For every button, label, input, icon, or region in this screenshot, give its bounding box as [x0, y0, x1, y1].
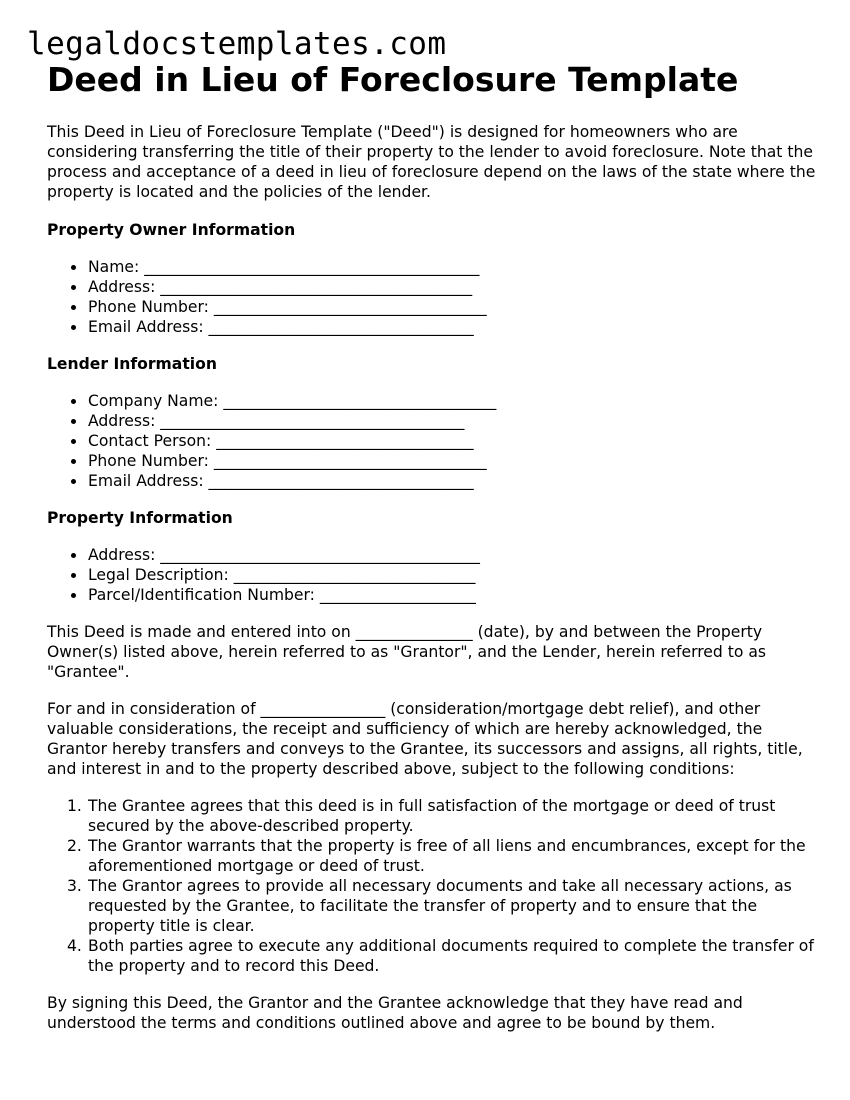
document-body	[47, 122, 817, 1033]
condition-text: Both parties agree to execute any additional documents required to complete the transfer of the property and to record this Deed.	[88, 937, 814, 975]
lender-address-field: Address: _______________________________________	[88, 411, 817, 431]
agreement-date-paragraph: This Deed is made and entered into on _______________ (date), by and between the Property Owner(s) listed above, herein referred to as "Grantor", and the Lender, herein referred to as "Grantee".	[47, 623, 767, 681]
condition-number: 2.	[67, 837, 82, 855]
property-section-heading: Property Information	[47, 509, 233, 527]
document-title: Deed in Lieu of Foreclosure Template	[47, 60, 739, 99]
conditions-list	[47, 796, 817, 976]
lender-company-field: Company Name: ___________________________________	[88, 391, 817, 411]
owner-section-heading: Property Owner Information	[47, 221, 296, 239]
condition-text: The Grantor warrants that the property is free of all liens and encumbrances, except for the aforementioned mortgage or deed of trust.	[88, 837, 806, 875]
lender-email-field: Email Address: __________________________________	[88, 471, 817, 491]
owner-email-field: Email Address: __________________________________	[88, 317, 817, 337]
owner-field-list	[47, 257, 817, 337]
watermark-text: legaldocstemplates.com	[27, 26, 447, 62]
condition-item	[67, 876, 817, 936]
condition-number: 4.	[67, 937, 82, 955]
property-field-list	[47, 545, 817, 605]
owner-name-field: Name: ___________________________________________	[88, 257, 817, 277]
owner-phone-field: Phone Number: ___________________________________	[88, 297, 817, 317]
condition-text: The Grantee agrees that this deed is in full satisfaction of the mortgage or deed of trust secured by the above-described property.	[88, 797, 776, 835]
lender-section-heading: Lender Information	[47, 355, 217, 373]
lender-phone-field: Phone Number: ___________________________________	[88, 451, 817, 471]
owner-address-field: Address: ________________________________________	[88, 277, 817, 297]
property-parcel-number-field: Parcel/Identification Number: ____________________	[88, 585, 817, 605]
lender-field-list	[47, 391, 817, 491]
condition-text: The Grantor agrees to provide all necessary documents and take all necessary actions, as requested by the Grantee, to facilitate the transfer of property and to ensure that the property title is clear.	[88, 877, 792, 935]
condition-item	[67, 796, 817, 836]
property-address-field: Address: _________________________________________	[88, 545, 817, 565]
condition-item	[67, 936, 817, 976]
consideration-paragraph: For and in consideration of ________________ (consideration/mortgage debt relief), and other valuable considerations, the receipt and sufficiency of which are hereby acknowledged, the Grantor hereby transfers and conveys to the Grantee, its successors and assigns, all rights, title, and interest in and to the property described above, subject to the following conditions:	[47, 700, 803, 778]
lender-contact-field: Contact Person: _________________________________	[88, 431, 817, 451]
condition-item	[67, 836, 817, 876]
closing-paragraph: By signing this Deed, the Grantor and the Grantee acknowledge that they have read and understood the terms and conditions outlined above and agree to be bound by them.	[47, 994, 743, 1032]
property-legal-description-field: Legal Description: _______________________________	[88, 565, 817, 585]
condition-number: 3.	[67, 877, 82, 895]
intro-paragraph: This Deed in Lieu of Foreclosure Template ("Deed") is designed for homeowners who are considering transferring the title of their property to the lender to avoid foreclosure. Note that the process and acceptance of a deed in lieu of foreclosure depend on the laws of the state where the property is located and the policies of the lender.	[47, 123, 816, 201]
condition-number: 1.	[67, 797, 82, 815]
